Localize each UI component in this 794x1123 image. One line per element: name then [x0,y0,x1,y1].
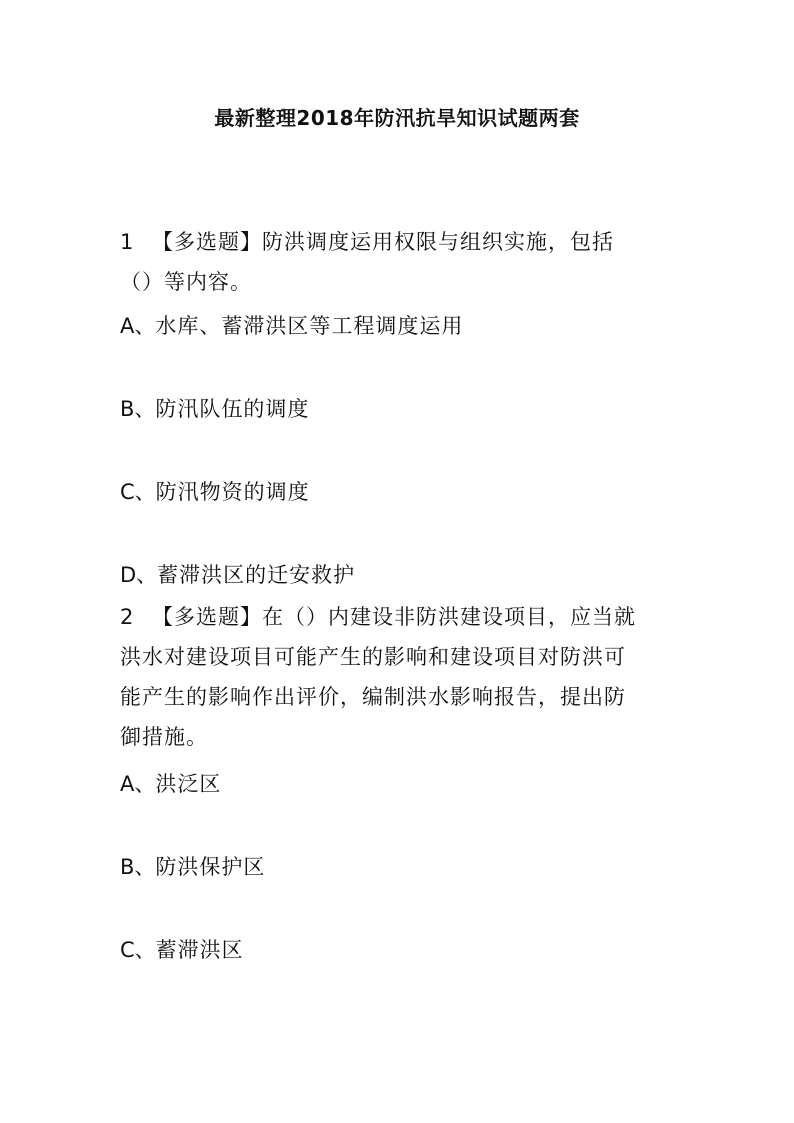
question-2-type: 【多选题】 [152,605,262,629]
question-1-type: 【多选题】 [152,230,262,254]
question-2-line-4: 御措施。 [120,725,208,749]
question-2 [120,597,680,757]
question-1-option-c: C、防汛物资的调度 [120,480,310,504]
question-1-text-1: 防洪调度运用权限与组织实施，包括 [262,230,614,254]
question-2-option-c: C、蓄滞洪区 [120,938,244,962]
question-1-option-b: B、防汛队伍的调度 [120,397,310,421]
question-1-line-2: （）等内容。 [120,270,252,294]
question-1-option-a: A、水库、蓄滞洪区等工程调度运用 [120,314,464,338]
question-2-line-2: 洪水对建设项目可能产生的影响和建设项目对防洪可 [120,645,626,669]
document-title: 最新整理2018年防汛抗旱知识试题两套 [214,106,580,130]
question-2-number: 2 [120,605,135,629]
question-2-line-3: 能产生的影响作出评价，编制洪水影响报告，提出防 [120,685,626,709]
question-1-number: 1 [120,230,135,254]
question-1 [120,222,680,302]
question-2-line-1 [120,597,680,637]
question-1-line-1 [120,222,680,262]
question-2-text-1: 在（）内建设非防洪建设项目，应当就 [262,605,636,629]
question-2-option-a: A、洪泛区 [120,772,222,796]
question-1-option-d: D、蓄滞洪区的迁安救护 [120,563,356,587]
question-2-option-b: B、防洪保护区 [120,855,266,879]
